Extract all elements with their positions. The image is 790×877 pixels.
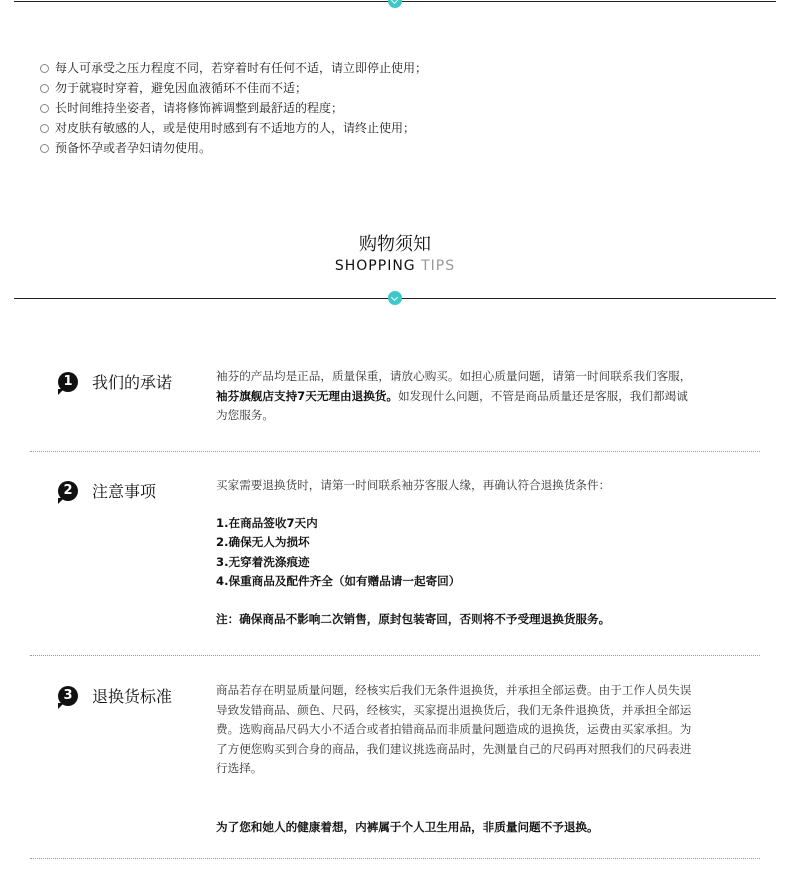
note-item: 预备怀孕或者孕妇请勿使用。	[40, 138, 427, 158]
divider-chevron-icon	[388, 291, 402, 305]
note-item: 每人可承受之压力程度不同，若穿着时有任何不适，请立即停止使用；	[40, 58, 427, 78]
bullet-circle-icon	[40, 124, 49, 133]
note-item: 长时间维持坐姿者，请将修饰裤调整到最舒适的程度；	[40, 98, 427, 118]
notice-note: 注：确保商品不影响二次销售，原封包装寄回，否则将不予受理退换货服务。	[216, 611, 611, 626]
usage-notes	[40, 58, 427, 158]
section-promise-title: 1 我们的承诺	[58, 370, 172, 393]
section-return-title: 3 退换货标准	[58, 684, 172, 707]
condition-item: 3.无穿着洗涤痕迹	[216, 554, 310, 569]
divider-chevron-icon	[388, 0, 402, 8]
number-badge-icon: 2	[58, 481, 78, 501]
condition-item: 2.确保无人为损坏	[216, 535, 310, 549]
section-promise-text: 袖芬的产品均是正品，质量保重，请放心购买。如担心质量问题，请第一时间联系我们客服， 袖芬旗舰店支持7天无理由退换货。如发现什么问题，不管是商品质量还是客服，我们都竭诚 为您服务。	[216, 369, 692, 422]
dotted-separator	[30, 655, 760, 656]
section-notice-text: 买家需要退换货时，请第一时间联系袖芬客服人缘，再确认符合退换货条件： 1.在商品签收7天内 2.确保无人为损坏 3.无穿着洗涤痕迹 4.保重商品及配件齐全（如有赠品请一起寄回） 注：确保商品不影响二次销售，原封包装寄回，否则将不予受理退换货服务。	[216, 476, 736, 629]
number-badge-icon: 3	[58, 686, 78, 706]
section-notice-title: 2 注意事项	[58, 479, 156, 502]
dotted-separator	[30, 451, 760, 452]
bullet-circle-icon	[40, 104, 49, 113]
note-item: 勿于就寝时穿着，避免因血液循环不佳而不适；	[40, 78, 427, 98]
bullet-circle-icon	[40, 144, 49, 153]
condition-item: 4.保重商品及配件齐全（如有赠品请一起寄回）	[216, 574, 461, 588]
condition-item: 1.在商品签收7天内	[216, 515, 318, 530]
note-item: 对皮肤有敏感的人，或是使用时感到有不适地方的人，请终止使用；	[40, 118, 427, 138]
section-heading-en: SHOPPING TIPS	[334, 258, 456, 274]
number-badge-icon: 1	[58, 372, 78, 392]
return-note: 为了您和她人的健康着想，内裤属于个人卫生用品，非质量问题不予退换。	[216, 820, 599, 834]
section-heading-cn: 购物须知	[359, 234, 431, 255]
dotted-separator	[30, 858, 760, 859]
section-return-text: 商品若存在明显质量问题，经核实后我们无条件退换货，并承担全部运费。由于工作人员失误 导致发错商品、颜色、尺码，经核实，买家提出退换货后，我们无条件退换货，并承担全部运 费。选购商品尺码大小不适合或者拍错商品而非质量问题造成的退换货，运费由买家承担。为 了方便您购买到合身的商品，我们建议挑选商品时，先测量自己的尺码再对照我们的尺码表进 行选择。	[216, 683, 692, 775]
bullet-circle-icon	[40, 64, 49, 73]
bullet-circle-icon	[40, 84, 49, 93]
